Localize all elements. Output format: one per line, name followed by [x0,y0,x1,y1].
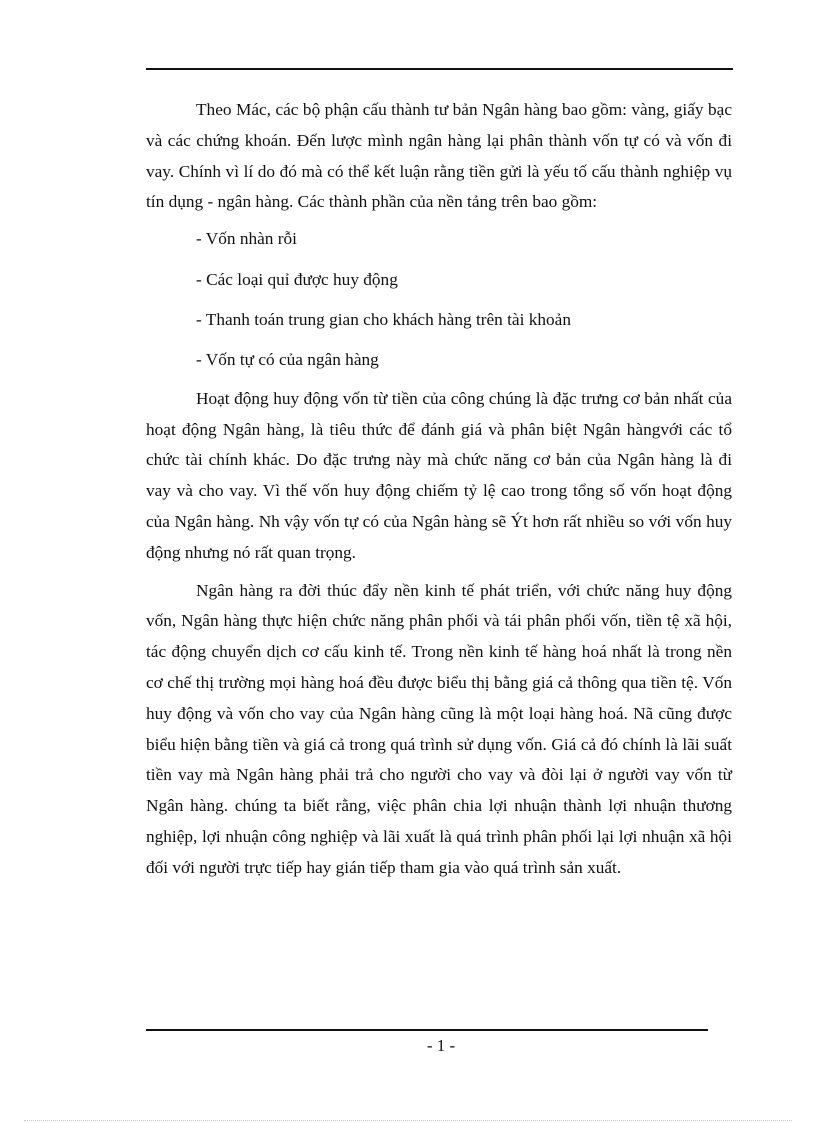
list-item: - Thanh toán trung gian cho khách hàng trên tài khoản [196,309,571,329]
footer-rule [146,1029,708,1031]
list-item: - Vốn tự có của ngân hàng [196,350,379,370]
body-paragraph: Hoạt động huy động vốn từ tiền của công chúng là đặc trưng cơ bản nhất của hoạt động Ngân hàng, là tiêu thức để đánh giá và phân biệt Ngân hàngvới các tổ chức tài chính khác. Do đặc trưng này mà chức năng cơ bản của Ngân hàng là đi vay và cho vay. Vì thế vốn huy động chiếm tỷ lệ cao trong tổng số vốn hoạt động của Ngân hàng. Nh vậy vốn tự có của Ngân hàng sẽ Ýt hơn rất nhiều so với vốn huy động nhưng nó rất quan trọng. [146,388,732,562]
document-body [146,95,732,884]
page-number: - 1 - [426,1036,456,1055]
list-item: - Các loại quỉ được huy động [196,269,398,289]
page-edge-divider [24,1120,792,1121]
header-rule [146,68,733,70]
intro-paragraph: Theo Mác, các bộ phận cấu thành tư bản Ngân hàng bao gồm: vàng, giấy bạc và các chứng khoán. Đến lược mình ngân hàng lại phân thành vốn tự có và vốn đi vay. Chính vì lí do đó mà có thể kết luận rằng tiền gửi là yếu tố cấu thành nghiệp vụ tín dụng - ngân hàng. Các thành phần của nền tảng trên bao gồm: [146,100,732,212]
body-paragraph: Ngân hàng ra đời thúc đẩy nền kinh tế phát triển, với chức năng huy động vốn, Ngân hàng thực hiện chức năng phân phối và tái phân phối vốn, tiền tệ xã hội, tác động chuyển dịch cơ cấu kinh tế. Trong nền kinh tế hàng hoá nhất là trong nền cơ chế thị trường mọi hàng hoá đều được biểu thị bằng giá cả thông qua tiền tệ. Vốn huy động và vốn cho vay của Ngân hàng cũng là một loại hàng hoá. Nã cũng được biểu hiện bằng tiền và giá cả trong quá trình sử dụng vốn. Giá cả đó chính là lãi suất tiền vay mà Ngân hàng phải trả cho người cho vay và đòi lại ở người vay vốn từ Ngân hàng. chúng ta biết rằng, việc phân chia lợi nhuận thành lợi nhuận thương nghiệp, lợi nhuận công nghiệp và lãi xuất là quá trình phân phối lại lợi nhuận xã hội đối với người trực tiếp hay gián tiếp tham gia vào quá trình sản xuất. [146,580,732,877]
component-list [146,224,732,376]
list-item: - Vốn nhàn rỗi [196,229,297,249]
